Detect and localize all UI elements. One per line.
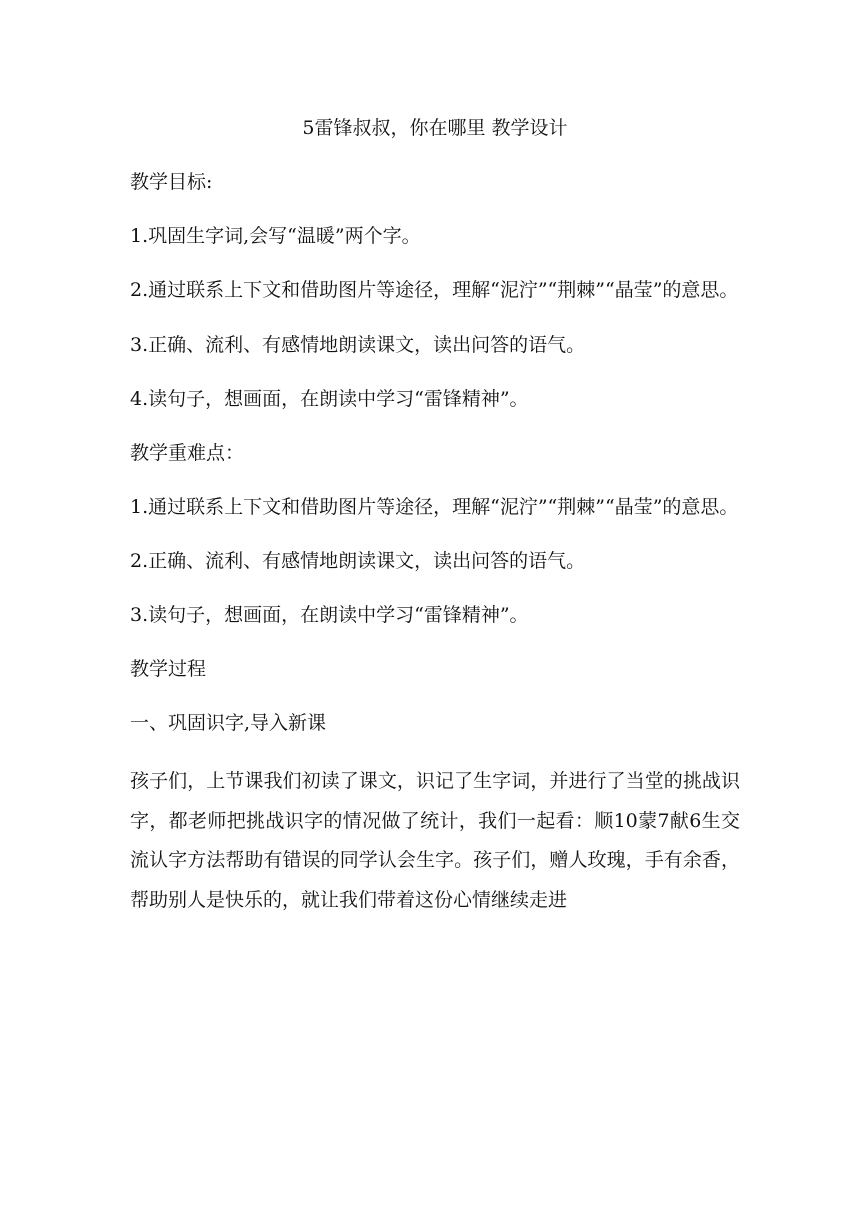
objective-item-2: 2.通过联系上下文和借助图片等途径，理解“泥泞”“荆棘”“晶莹”的意思。 [130, 279, 739, 301]
key-point-item-2: 2.正确、流利、有感情地朗读课文，读出问答的语气。 [130, 550, 586, 572]
document-content [130, 113, 740, 920]
objective-item-4: 4.读句子，想画面，在朗读中学习“雷锋精神”。 [130, 387, 529, 410]
key-points-heading: 教学重难点： [130, 441, 245, 464]
objective-item-1: 1.巩固生字词,会写“温暖”两个字。 [130, 225, 421, 247]
key-point-item-1: 1.通过联系上下文和借助图片等途径，理解“泥泞”“荆棘”“晶莹”的意思。 [130, 495, 739, 518]
objectives-heading: 教学目标: [130, 171, 213, 193]
key-point-item-3: 3.读句子，想画面，在朗读中学习“雷锋精神”。 [130, 604, 529, 626]
document-title: 5雷锋叔叔，你在哪里 教学设计 [302, 117, 568, 139]
section-one-body: 孩子们，上节课我们初读了课文，识记了生字词，并进行了当堂的挑战识字，都老师把挑战识字的情况做了统计，我们一起看：顺10蒙7献6生交流认字方法帮助有错误的同学认会生字。孩子们，赠人玫瑰，手有余香，帮助别人是快乐的，就让我们带着这份心情继续走进 [130, 770, 740, 911]
section-one-heading: 一、巩固识字,导入新课 [130, 712, 327, 734]
objective-item-3: 3.正确、流利、有感情地朗读课文，读出问答的语气。 [130, 333, 586, 356]
process-heading: 教学过程 [130, 658, 207, 680]
